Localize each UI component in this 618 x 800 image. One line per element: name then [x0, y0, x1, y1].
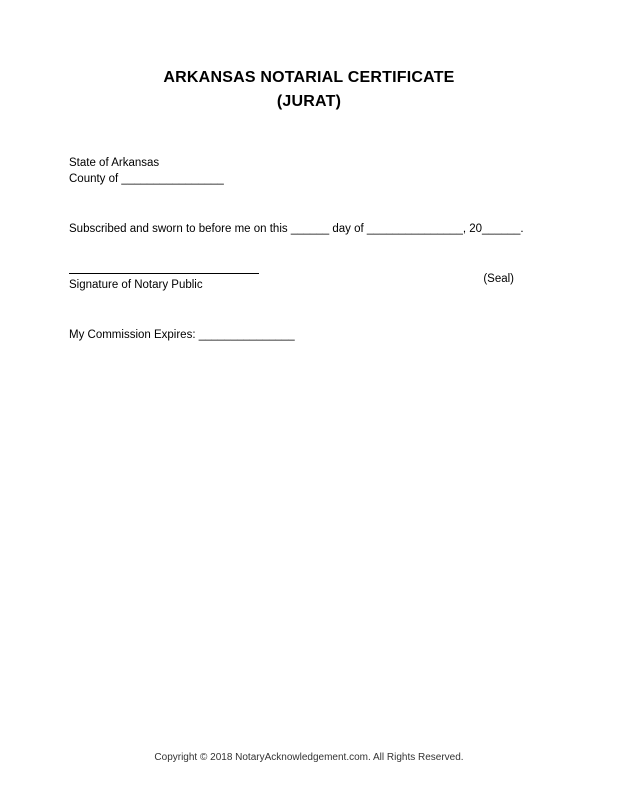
signature-rule [69, 273, 259, 274]
spacer-after-signature [69, 293, 549, 327]
county-line: County of ________________ [69, 173, 224, 185]
spacer-after-statement [69, 237, 549, 271]
footer-copyright: Copyright © 2018 NotaryAcknowledgement.com. All Rights Reserved. [154, 752, 464, 763]
commission-expires-line: My Commission Expires: _______________ [69, 329, 295, 341]
spacer-after-venue [69, 187, 549, 221]
signature-label: Signature of Notary Public [69, 279, 203, 291]
document-title [0, 66, 618, 114]
document-body [69, 155, 549, 343]
seal-label: (Seal) [483, 273, 514, 285]
state-line: State of Arkansas [69, 157, 160, 169]
title-line-primary: ARKANSAS NOTARIAL CERTIFICATE [163, 69, 455, 86]
signature-row [69, 273, 549, 293]
title-line-secondary: (JURAT) [276, 93, 342, 110]
sworn-statement-line: Subscribed and sworn to before me on this ______ day of _______________, 20______. [69, 223, 524, 235]
